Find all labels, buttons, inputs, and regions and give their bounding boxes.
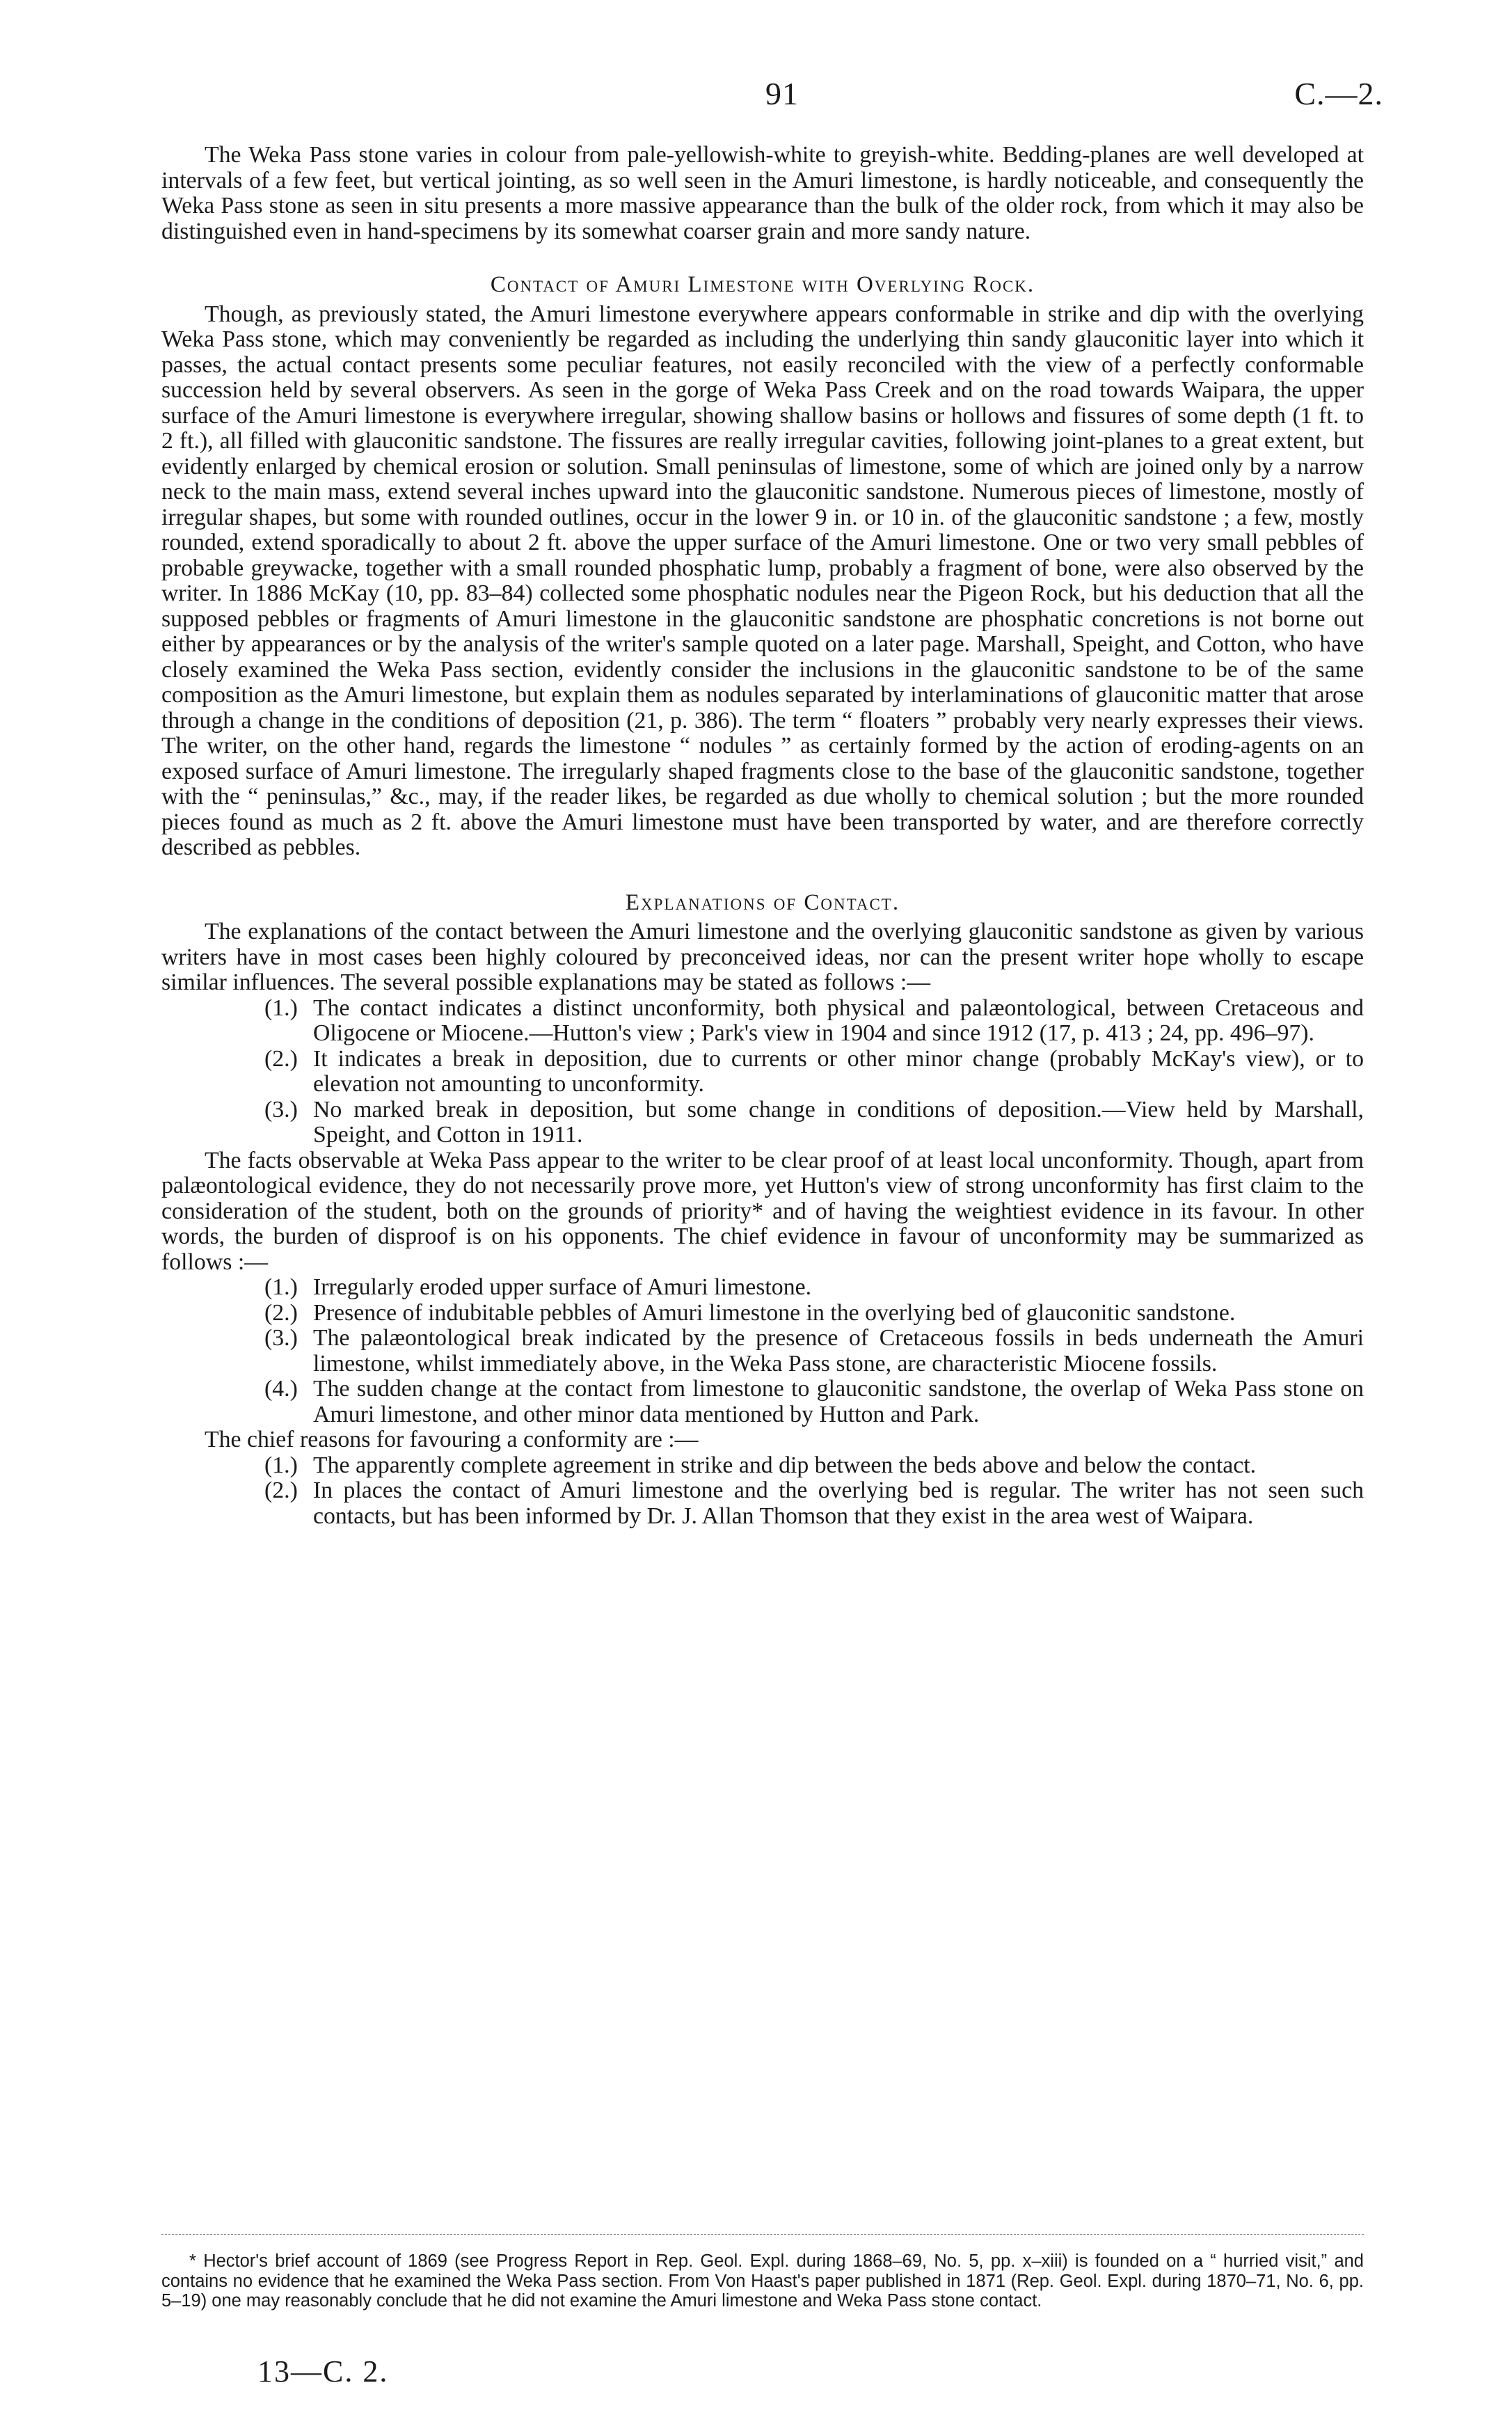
section-heading-explanations: Explanations of Contact. (625, 889, 900, 915)
explanations-lead: The explanations of the contact between the Amuri limestone and the overlying glauconitic sandstone as given by various writers have in most cases been highly coloured by preconceived ideas, nor can the present writer hope wholly to escape similar influences. The several possible explanations may be stated as follows :— (161, 919, 1364, 995)
list-number: (2.) (264, 1045, 298, 1072)
unconformity-evidence-list (161, 1275, 1364, 1427)
list-number: (2.) (264, 1299, 298, 1326)
list-item (161, 1047, 1364, 1097)
list-item (161, 1453, 1364, 1479)
list-number: (4.) (264, 1376, 298, 1402)
facts-paragraph: The facts observable at Weka Pass appear to the writer to be clear proof of at least local unconformity. Though, apart from palæontological evidence, they do not necessarily prove more, yet Hutton's view of strong unconformity has first claim to the consideration of the student, both on the grounds of priority* and of having the weightiest evidence in its favour. In other words, the burden of disproof is on his opponents. The chief evidence in favour of unconformity may be summarized as follows :— (161, 1147, 1364, 1275)
list-item (161, 1478, 1364, 1529)
list-text: The sudden change at the contact from limestone to glauconitic sandstone, the overlap of Weka Pass stone on Amuri limestone, and other minor data mentioned by Hutton and Park. (313, 1376, 1364, 1427)
explanations-list (161, 996, 1364, 1148)
list-text: It indicates a break in deposition, due to currents or other minor change (probably McKay's view), or to elevation not amounting to unconformity. (313, 1045, 1364, 1097)
section-heading-contact: Contact of Amuri Limestone with Overlying Rock. (490, 272, 1035, 297)
list-text: The contact indicates a distinct unconformity, both physical and palæontological, between Cretaceous and Oligocene or Miocene.—Hutton's view ; Park's view in 1904 and since 1912 (17, p. 413 ; 24, pp. 496–97). (313, 994, 1364, 1046)
conformity-lead: The chief reasons for favouring a conformity are :— (205, 1427, 699, 1452)
list-text: Irregularly eroded upper surface of Amuri limestone. (313, 1274, 812, 1300)
footnote: * Hector's brief account of 1869 (see Progress Report in Rep. Geol. Expl. during 1868–69, No. 5, pp. x–xiii) is founded on a “ hurried visit,” and contains no evidence that he examined the Weka Pass section. From Von Haast's paper published in 1871 (Rep. Geol. Expl. during 1870–71, No. 6, pp. 5–19) one may reasonably conclude that he did not examine the Amuri limestone and Weka Pass stone contact. (161, 2251, 1364, 2311)
conformity-reasons-list (161, 1453, 1364, 1530)
page-body (161, 143, 1364, 1529)
sheet-signature: 13—C. 2. (257, 2354, 389, 2388)
list-text: In places the contact of Amuri limestone and the overlying bed is regular. The writer has not seen such contacts, but has been informed by Dr. J. Allan Thomson that they exist in the area west of Waipara. (313, 1477, 1364, 1529)
list-text: Presence of indubitable pebbles of Amuri limestone in the overlying bed of glauconitic sandstone. (313, 1299, 1236, 1326)
list-item (161, 1377, 1364, 1427)
list-number: (1.) (264, 1274, 298, 1300)
list-number: (3.) (264, 1096, 298, 1123)
list-number: (3.) (264, 1325, 298, 1351)
list-text: The apparently complete agreement in strike and dip between the beds above and below the contact. (313, 1452, 1257, 1478)
list-number: (1.) (264, 1452, 298, 1478)
list-item (161, 1097, 1364, 1148)
list-item (161, 996, 1364, 1047)
list-item (161, 1301, 1364, 1326)
page-number: 91 (765, 76, 799, 111)
list-item (161, 1275, 1364, 1301)
intro-paragraph: The Weka Pass stone varies in colour from pale-yellowish-white to greyish-white. Bedding-planes are well developed at intervals of a few feet, but vertical jointing, as so well seen in the Amuri limestone, is hardly noticeable, and consequently the Weka Pass stone as seen in situ presents a more massive appearance than the bulk of the older rock, from which it may also be distinguished even in hand-specimens by its somewhat coarser grain and more sandy nature. (161, 142, 1364, 244)
list-text: The palæontological break indicated by the presence of Cretaceous fossils in beds underneath the Amuri limestone, whilst immediately above, in the Weka Pass stone, are characteristic Miocene fossils. (313, 1325, 1364, 1377)
page-header (181, 75, 1383, 124)
list-text: No marked break in deposition, but some change in conditions of deposition.—View held by Marshall, Speight, and Cotton in 1911. (313, 1096, 1364, 1148)
footnote-divider (161, 2234, 1364, 2235)
contact-paragraph: Though, as previously stated, the Amuri limestone everywhere appears conformable in strike and dip with the overlying Weka Pass stone, which may conveniently be regarded as including the underlying thin sandy glauconitic layer into which it passes, the actual contact presents some peculiar features, not easily reconciled with the view of a perfectly conformable succession held by several observers. As seen in the gorge of Weka Pass Creek and on the road towards Waipara, the upper surface of the Amuri limestone is everywhere irregular, showing shallow basins or hollows and fissures of some depth (1 ft. to 2 ft.), all filled with glauconitic sandstone. The fissures are really irregular cavities, following joint-planes to a great extent, but evidently enlarged by chemical erosion or solution. Small peninsulas of limestone, some of which are joined only by a narrow neck to the main mass, extend several inches upward into the glauconitic sandstone. Numerous pieces of limestone, mostly of irregular shapes, but some with rounded outlines, occur in the lower 9 in. or 10 in. of the glauconitic sandstone ; a few, mostly rounded, extend sporadically to about 2 ft. above the upper surface of the Amuri limestone. One or two very small pebbles of probable greywacke, together with a small rounded phosphatic lump, probably a fragment of bone, were also observed by the writer. In 1886 McKay (10, pp. 83–84) collected some phosphatic nodules near the Pigeon Rock, but his deduction that all the supposed pebbles or fragments of Amuri limestone in the glauconitic sandstone are phosphatic concretions is not borne out either by appearances or by the analysis of the writer's sample quoted on a later page. Marshall, Speight, and Cotton, who have closely examined the Weka Pass section, evidently consider the inclusions in the glauconitic sandstone to be of the same composition as the Amuri limestone, but explain them as nodules separated by interlaminations of glauconitic matter that arose through a change in the conditions of deposition (21, p. 386). The term “ floaters ” probably very nearly expresses their views. The writer, on the other hand, regards the limestone “ nodules ” as certainly formed by the action of eroding-agents on an exposed surface of Amuri limestone. The irregularly shaped fragments close to the base of the glauconitic sandstone, together with the “ peninsulas,” &c., may, if the reader likes, be regarded as due wholly to chemical solution ; but the more rounded pieces found as much as 2 ft. above the Amuri limestone must have been transported by water, and are therefore correctly described as pebbles. (161, 301, 1364, 860)
list-number: (1.) (264, 994, 298, 1021)
document-reference: C.—2. (1294, 76, 1383, 111)
list-number: (2.) (264, 1477, 298, 1503)
list-item (161, 1326, 1364, 1377)
